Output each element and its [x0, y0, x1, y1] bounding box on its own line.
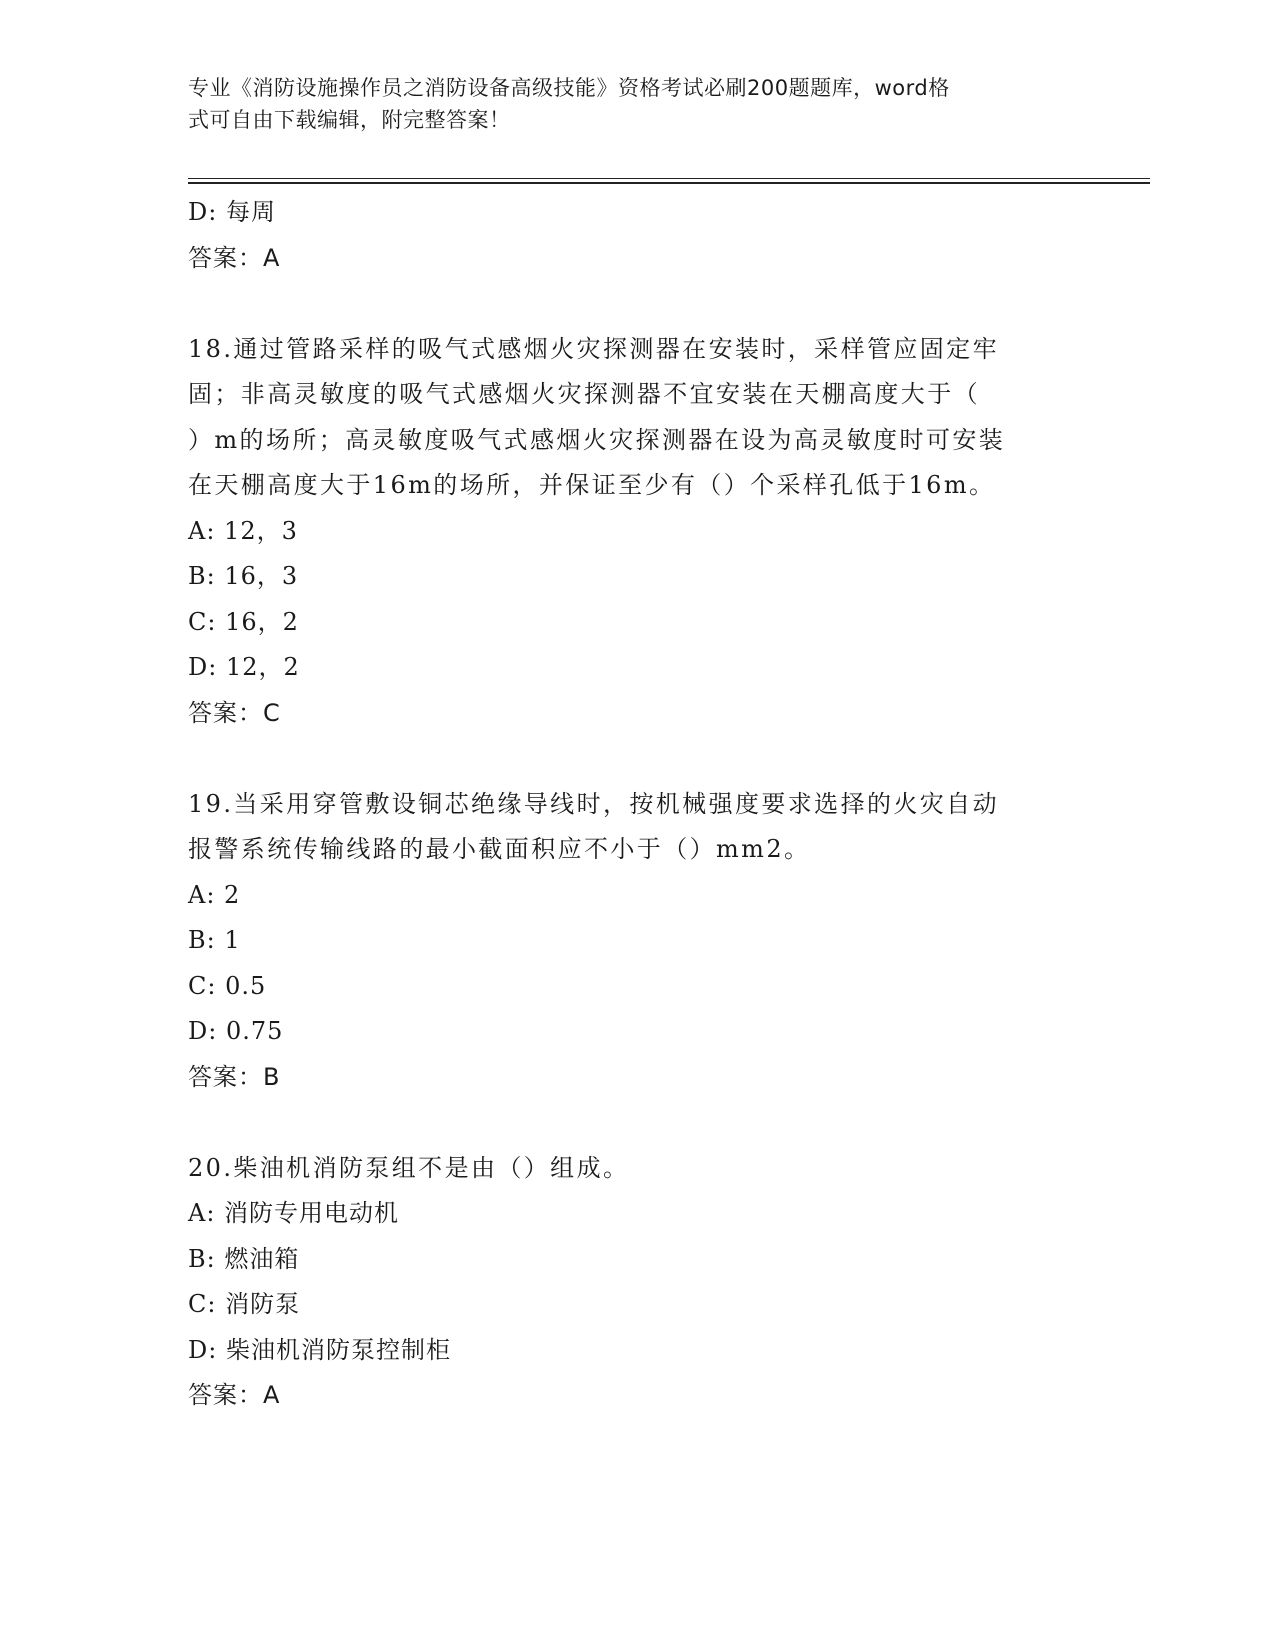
document-header — [188, 72, 1088, 136]
option-d: D: 柴油机消防泵控制柜 — [188, 1335, 451, 1364]
option-a: A: 12，3 — [188, 516, 298, 545]
header-divider-thick — [188, 182, 1150, 184]
option-c: C: 0.5 — [188, 971, 267, 1000]
option-d: D: 0.75 — [188, 1017, 284, 1045]
question-stem-line: 20.柴油机消防泵组不是由（）组成。 — [188, 1153, 630, 1182]
question-stem-line: 18.通过管路采样的吸气式感烟火灾探测器在安装时，采样管应固定牢 — [188, 334, 999, 363]
option-b: B: 16，3 — [188, 562, 299, 590]
option-c: C: 消防泵 — [188, 1290, 301, 1318]
question-stem-line: 报警系统传输线路的最小截面积应不小于（）mm2。 — [188, 835, 811, 863]
question-stem-line: ）m的场所；高灵敏度吸气式感烟火灾探测器在设为高灵敏度时可安装 — [188, 425, 1006, 454]
option-a: A: 2 — [188, 880, 241, 909]
option-d: D: 每周 — [188, 198, 276, 226]
header-line-1: 专业《消防设施操作员之消防设备高级技能》资格考试必刷200题题库，word格 — [188, 76, 950, 100]
option-d: D: 12，2 — [188, 653, 300, 681]
question-stem-line: 19.当采用穿管敷设铜芯绝缘导线时，按机械强度要求选择的火灾自动 — [188, 789, 999, 818]
option-a: A: 消防专用电动机 — [188, 1199, 400, 1227]
header-divider — [188, 178, 1150, 179]
question-18 — [188, 327, 1088, 737]
answer-line: 答案：A — [188, 1381, 281, 1409]
option-b: B: 1 — [188, 926, 241, 954]
question-19 — [188, 782, 1088, 1101]
answer-line: 答案：C — [188, 698, 281, 727]
question-stem-line: 固；非高灵敏度的吸气式感烟火灾探测器不宜安装在天棚高度大于（ — [188, 380, 980, 408]
option-c: C: 16，2 — [188, 607, 299, 636]
question-list — [188, 190, 1088, 1419]
header-line-2: 式可自由下载编辑，附完整答案！ — [188, 108, 511, 132]
question-stem-line: 在天棚高度大于16m的场所，并保证至少有（）个采样孔低于16m。 — [188, 471, 996, 499]
answer-line: 答案：B — [188, 1062, 281, 1091]
answer-line: 答案：A — [188, 243, 281, 272]
option-b: B: 燃油箱 — [188, 1244, 300, 1273]
question-20 — [188, 1146, 1088, 1419]
